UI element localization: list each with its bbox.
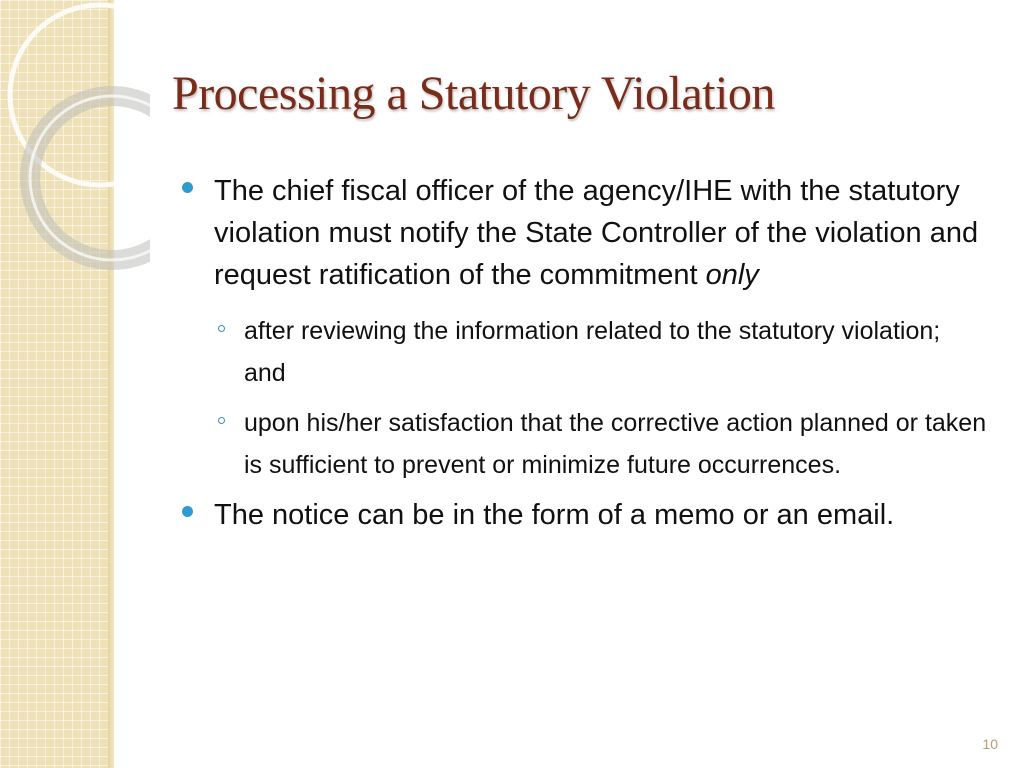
bullet-text: The chief fiscal officer of the agency/IHE with the statutory violation must notify the State Controller of the violation and request ratification of the commitment (214, 175, 979, 291)
page-number: 10 (982, 736, 998, 752)
bullet-dot-icon (182, 506, 193, 517)
sub-bullet-item (178, 402, 988, 486)
sub-bullet-ring-icon (218, 417, 225, 424)
bullet-item (178, 170, 988, 296)
decorative-circles (0, 0, 150, 270)
bullet-emphasis: only (705, 259, 759, 291)
bullet-dot-icon (182, 182, 193, 193)
bullet-text: The notice can be in the form of a memo or an email. (214, 499, 895, 531)
sub-bullet-ring-icon (218, 325, 225, 332)
sub-bullet-text: after reviewing the information related to the statutory violation; and (244, 317, 941, 387)
sub-bullet-item (178, 310, 988, 394)
sub-bullet-text: upon his/her satisfaction that the corrective action planned or taken is sufficient to prevent or minimize future occurrences. (244, 409, 987, 479)
bullet-item (178, 494, 988, 536)
slide-content (178, 170, 988, 550)
slide-title: Processing a Statutory Violation (172, 67, 775, 120)
